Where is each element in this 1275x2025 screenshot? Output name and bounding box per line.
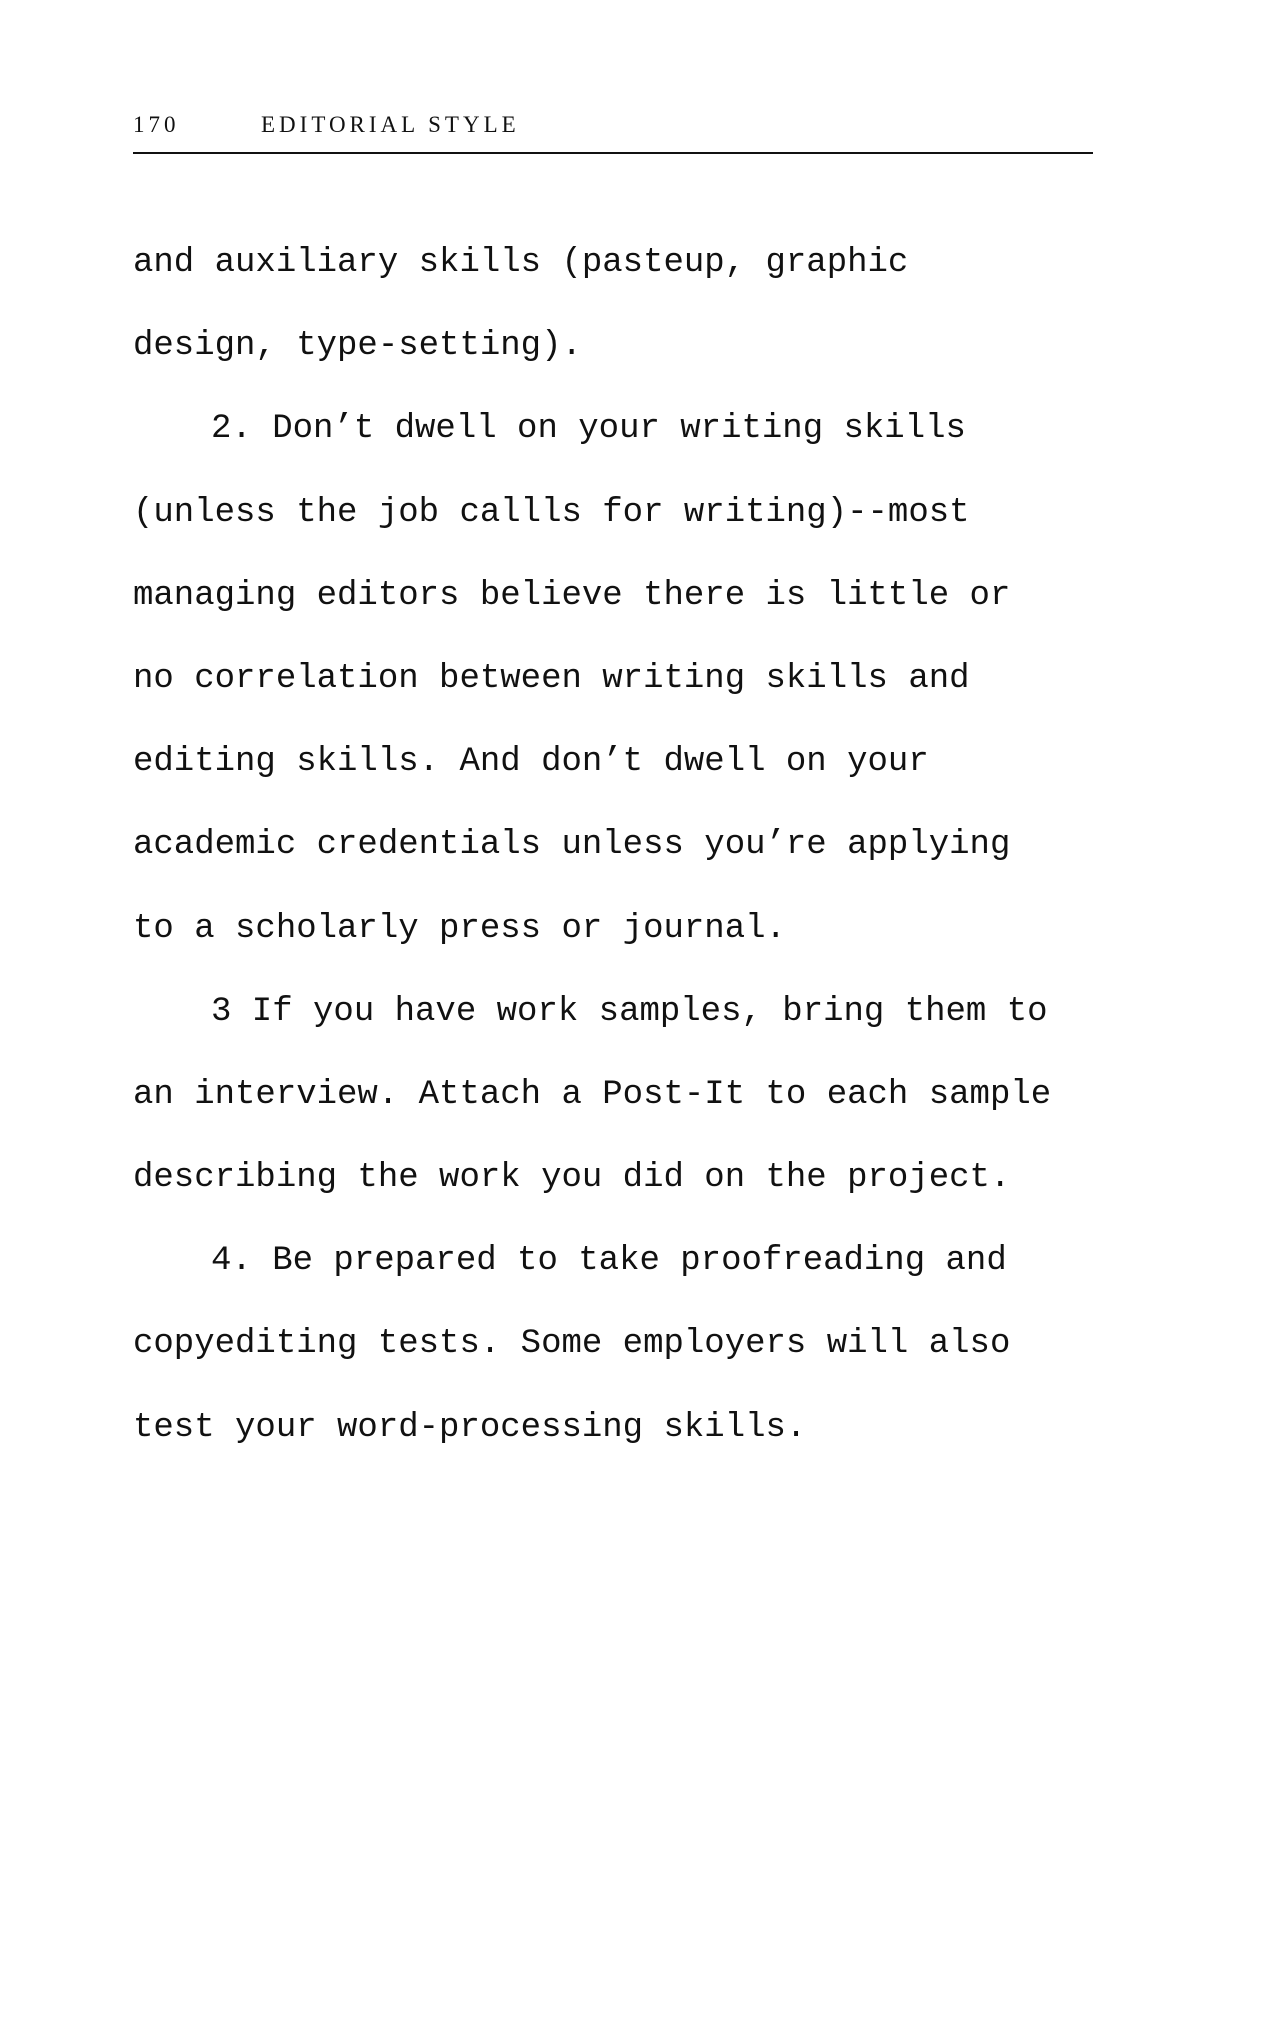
text-line: academic credentials unless you’re applying	[133, 826, 1011, 865]
text-line: test your word-processing skills.	[133, 1408, 807, 1447]
text-line: copyediting tests. Some employers will also	[133, 1325, 1011, 1364]
text-line: to a scholarly press or journal.	[133, 909, 786, 948]
paragraph-2-first-line: 2. Don’t dwell on your writing skills	[211, 410, 966, 449]
text-line: and auxiliary skills (pasteup, graphic	[133, 244, 909, 282]
running-head	[133, 108, 1093, 154]
text-line: editing skills. And don’t dwell on your	[133, 743, 929, 782]
text-line: (unless the job callls for writing)--most	[133, 493, 970, 532]
page-number: 170	[133, 112, 180, 137]
paragraph-4-first-line: 4. Be prepared to take proofreading and	[211, 1242, 1007, 1281]
body-text	[133, 222, 1093, 1470]
text-line: an interview. Attach a Post-It to each sample	[133, 1075, 1052, 1114]
paragraph-3-first-line: 3 If you have work samples, bring them to	[211, 992, 1048, 1031]
text-line: no correlation between writing skills and	[133, 659, 970, 698]
running-title: EDITORIAL STYLE	[261, 112, 520, 137]
text-line: design, type-setting).	[133, 327, 582, 366]
text-line: managing editors believe there is little or	[133, 576, 1011, 615]
text-line: describing the work you did on the project.	[133, 1159, 1011, 1198]
